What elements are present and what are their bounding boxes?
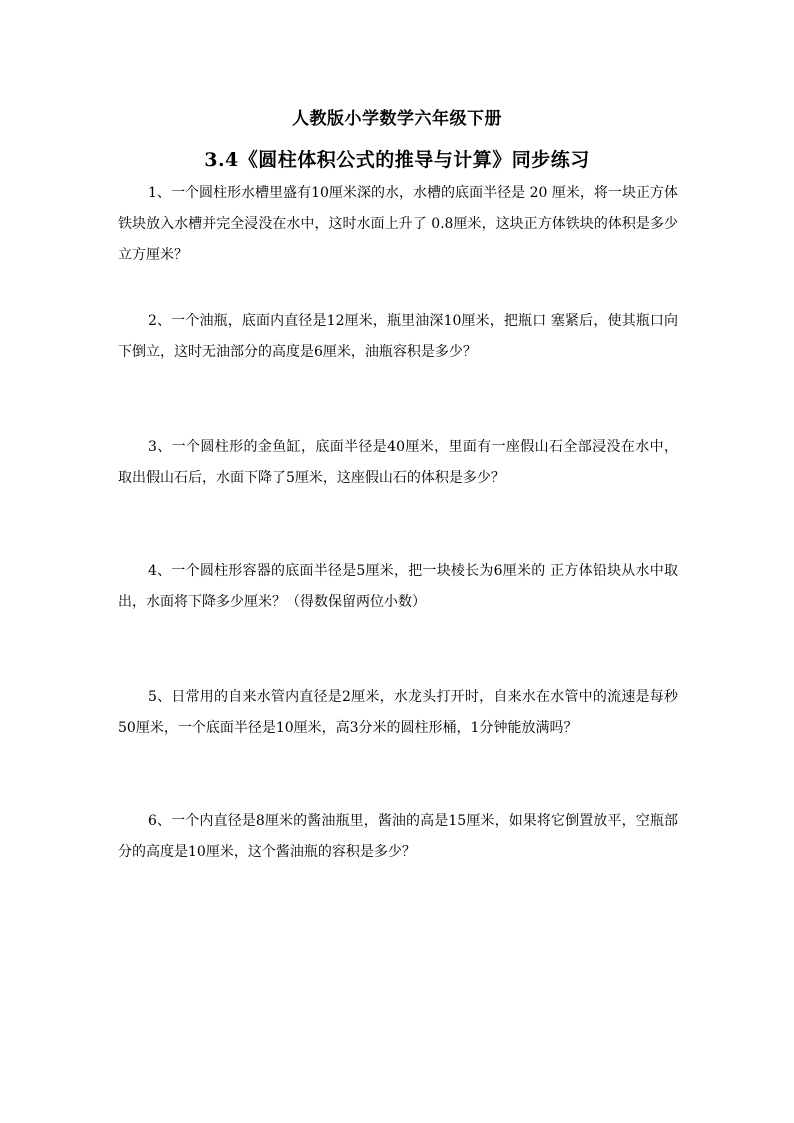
question-3: 3、一个圆柱形的金鱼缸，底面半径是40厘米，里面有一座假山石全部浸没在水中，取出假山石后，水面下降了5厘米，这座假山石的体积是多少？ <box>118 439 678 486</box>
question-2: 2、一个油瓶，底面内直径是12厘米，瓶里油深10厘米，把瓶口 塞紧后，使其瓶口向下倒立，这时无油部分的高度是6厘米，油瓶容积是多少？ <box>118 313 678 360</box>
question-1: 1、一个圆柱形水槽里盛有10厘米深的水，水槽的底面半径是 20 厘米，将一块正方体铁块放入水槽并完全浸没在水中，这时水面上升了 0.8厘米，这块正方体铁块的体积是多少立方厘米？ <box>118 185 678 263</box>
document-subtitle: 3.4《圆柱体积公式的推导与计算》同步练习 <box>204 149 590 171</box>
question-6: 6、一个内直径是8厘米的酱油瓶里，酱油的高是15厘米，如果将它倒置放平，空瓶部分的高度是10厘米，这个酱油瓶的容积是多少？ <box>118 813 678 860</box>
question-4: 4、一个圆柱形容器的底面半径是5厘米，把一块棱长为6厘米的 正方体铅块从水中取出，水面将下降多少厘米？（得数保留两位小数） <box>118 563 678 610</box>
document-title: 人教版小学数学六年级下册 <box>292 109 502 129</box>
question-5: 5、日常用的自来水管内直径是2厘米，水龙头打开时，自来水在水管中的流速是每秒50厘米，一个底面半径是10厘米，高3分米的圆柱形桶，1分钟能放满吗？ <box>118 689 678 736</box>
